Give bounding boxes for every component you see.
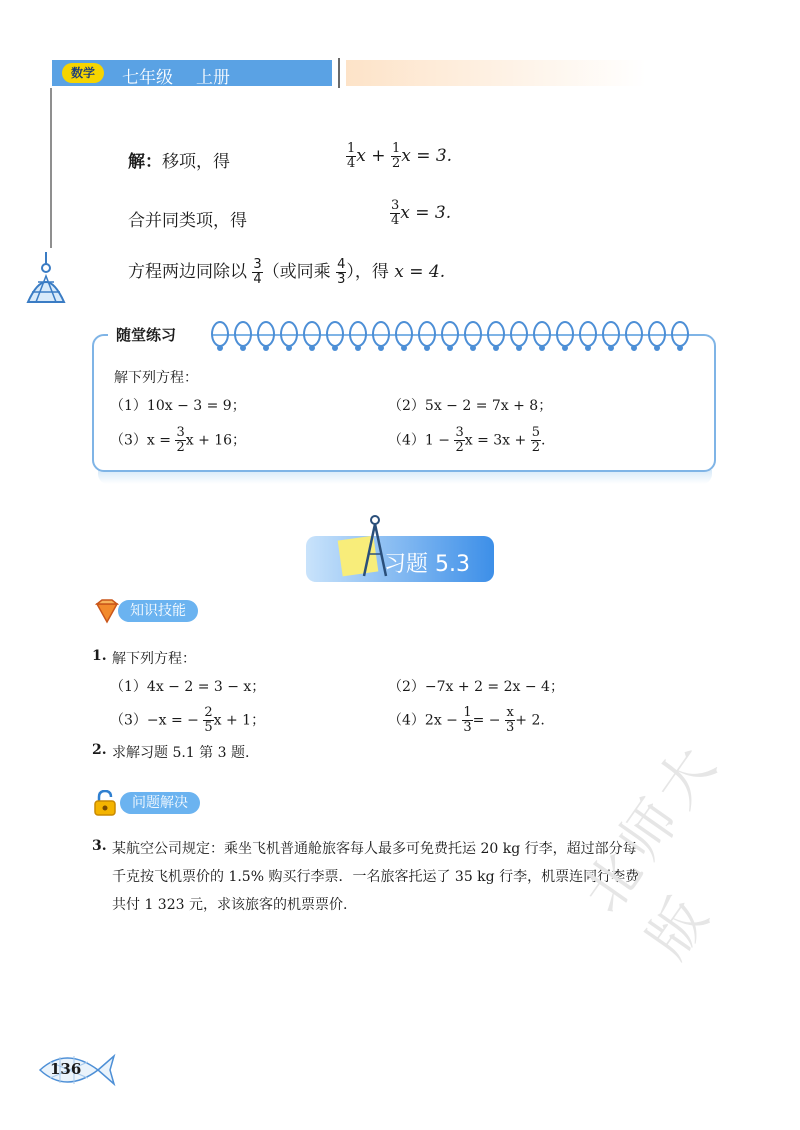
solution-step-1 xyxy=(128,147,230,172)
fraction: $\frac{2}{5}$ xyxy=(204,705,213,735)
fraction: $\frac{5}{2}$ xyxy=(531,425,540,455)
question-1-item-2: （2）−7x + 2 = 2x − 4； xyxy=(388,679,564,695)
solution-step-1-text: 移项，得 xyxy=(162,152,230,172)
tower-icon xyxy=(24,250,68,306)
solution-equation-1: $\frac{1}{4}$ x + $\frac{1}{2}$ x = 3. xyxy=(347,141,453,171)
watermark: 北师大版 xyxy=(569,729,734,971)
fraction: $\frac{3}{2}$ xyxy=(455,425,464,455)
header-decoration xyxy=(346,60,646,86)
question-3-number: 3. xyxy=(92,838,107,854)
padlock-icon xyxy=(92,790,118,816)
question-2-number: 2. xyxy=(92,742,107,758)
question-1-number: 1. xyxy=(92,648,107,664)
practice-item-3: （3）x = $\frac{3}{2}$ x + 16； xyxy=(110,425,247,455)
question-1-item-4: （4）2x − $\frac{1}{3}$ = − $\frac{x}{3}$ + 2. xyxy=(388,705,545,735)
solution-lead: 解： xyxy=(128,152,162,172)
fraction: $\frac{3}{4}$ xyxy=(391,198,400,228)
subject-badge: 数学 xyxy=(62,63,104,83)
fraction: $\frac{1}{2}$ xyxy=(391,141,401,171)
question-2-text: 求解习题 5.1 第 3 题. xyxy=(112,745,250,761)
fraction: $\frac{1}{4}$ xyxy=(347,141,356,171)
page-number: 136 xyxy=(50,1060,82,1078)
question-3-line-1: 某航空公司规定：乘坐飞机普通舱旅客每人最多可免费托运 20 kg 行李，超过部分每 xyxy=(112,841,637,857)
header-divider xyxy=(338,58,340,88)
question-3-line-3: 共付 1 323 元，求该旅客的机票票价. xyxy=(112,897,348,913)
volume-label: 上册 xyxy=(196,68,230,88)
solution-step-2-text: 合并同类项，得 xyxy=(128,211,247,231)
question-1-text: 解下列方程： xyxy=(112,651,196,667)
question-1-item-3: （3）−x = − $\frac{2}{5}$ x + 1； xyxy=(110,705,266,735)
practice-box-shadow xyxy=(98,470,712,484)
fraction: $\frac{4}{3}$ xyxy=(337,256,346,287)
section-knowledge-skills: 知识技能 xyxy=(118,600,198,622)
fraction: $\frac{x}{3}$ xyxy=(506,705,515,735)
fraction: $\frac{3}{2}$ xyxy=(176,425,185,455)
fraction: $\frac{3}{4}$ xyxy=(253,256,262,287)
margin-line xyxy=(50,88,52,248)
solution-step-3: 方程两边同除以 $\frac{3}{4}$ （或同乘 $\frac{4}{3}$ ），得 x = 4. xyxy=(128,256,446,287)
spiral-binding-icon xyxy=(208,318,712,356)
question-1-item-1: （1）4x − 2 = 3 − x； xyxy=(110,679,266,695)
practice-title: 随堂练习 xyxy=(108,320,212,350)
exercise-title: 习题 5.3 xyxy=(384,552,470,577)
fraction: $\frac{1}{3}$ xyxy=(463,705,472,735)
practice-item-2: （2）5x − 2 = 7x + 8； xyxy=(388,398,553,414)
practice-item-4: （4）1 − $\frac{3}{2}$ x = 3x + $\frac{5}{2}$ . xyxy=(388,425,546,455)
section-problem-solving: 问题解决 xyxy=(120,792,200,814)
practice-item-1: （1）10x − 3 = 9； xyxy=(110,398,246,414)
gem-icon xyxy=(94,598,120,624)
practice-intro: 解下列方程： xyxy=(114,370,198,386)
grade-label: 七年级 xyxy=(122,68,173,88)
solution-equation-2: $\frac{3}{4}$ x = 3. xyxy=(391,198,452,228)
question-3-line-2: 千克按飞机票价的 1.5% 购买行李票．一名旅客托运了 35 kg 行李，机票连同行李费 xyxy=(112,869,640,885)
